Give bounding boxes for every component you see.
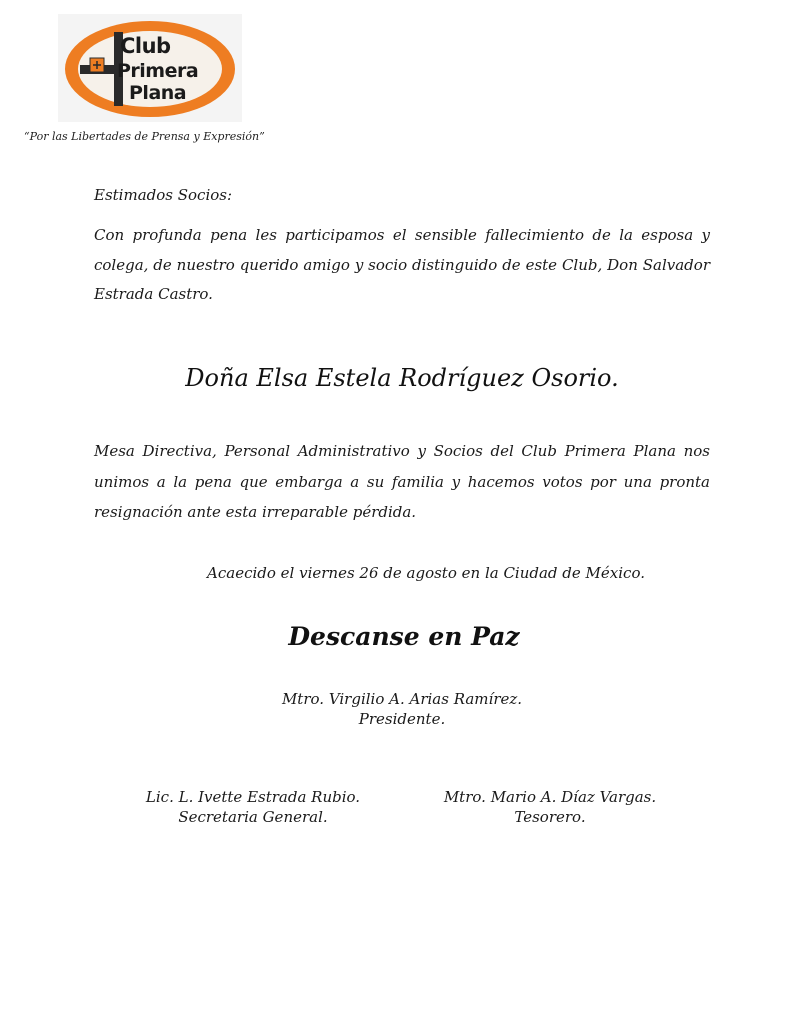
- signature-name: Lic. L. Ivette Estrada Rubio.: [145, 788, 361, 806]
- club-motto: “Por las Libertades de Prensa y Expresión”: [24, 130, 265, 143]
- signature-president: [252, 689, 552, 729]
- signature-name: Mtro. Virgilio A. Arias Ramírez.: [281, 690, 523, 708]
- club-logo: [58, 14, 242, 122]
- signature-secretary: [103, 787, 403, 827]
- paragraph-condolences: Mesa Directiva, Personal Administrativo y Socios del Club Primera Plana nos unimos a la pena que embarga a su familia y hacemos votos por una pronta resignación ante esta irreparable pérdida.: [94, 442, 710, 521]
- paragraph-announcement: Con profunda pena les participamos el sensible fallecimiento de la esposa y colega, de nuestro querido amigo y socio distinguido de este Club, Don Salvador Estrada Castro.: [94, 226, 710, 303]
- rest-in-peace-heading: Descanse en Paz: [288, 622, 520, 651]
- signature-title: Tesorero.: [514, 808, 586, 826]
- logo-text-club: Club: [120, 34, 171, 58]
- signature-title: Presidente.: [358, 710, 446, 728]
- logo-text-plana: Plana: [129, 82, 187, 104]
- signature-title: Secretaria General.: [178, 808, 328, 826]
- greeting: Estimados Socios:: [94, 186, 233, 204]
- death-notice: Acaecido el viernes 26 de agosto en la Ciudad de México.: [207, 564, 645, 582]
- logo-text-primera: Primera: [117, 60, 199, 82]
- deceased-name: Doña Elsa Estela Rodríguez Osorio.: [185, 364, 619, 392]
- signature-treasurer: [400, 787, 700, 827]
- signature-name: Mtro. Mario A. Díaz Vargas.: [443, 788, 657, 806]
